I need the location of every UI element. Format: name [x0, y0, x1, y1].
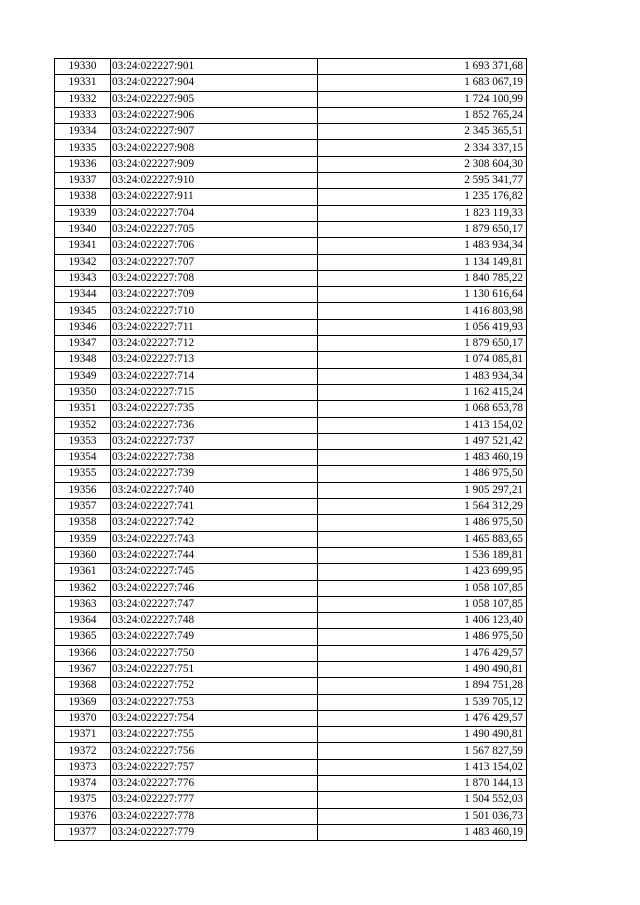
cadastral-number-cell: 03:24:022227:706 — [111, 238, 318, 254]
row-number-cell: 19351 — [55, 401, 111, 417]
table-row — [55, 678, 527, 694]
cadastral-number-cell: 03:24:022227:745 — [111, 564, 318, 580]
row-number-cell: 19331 — [55, 75, 111, 91]
table-row — [55, 824, 527, 840]
row-number-cell: 19359 — [55, 531, 111, 547]
table-row — [55, 270, 527, 286]
table-row — [55, 792, 527, 808]
cadastral-number-cell: 03:24:022227:757 — [111, 759, 318, 775]
table-row — [55, 531, 527, 547]
cadastral-number-cell: 03:24:022227:755 — [111, 727, 318, 743]
cadastral-value-cell: 1 056 419,93 — [318, 319, 527, 335]
table-row — [55, 303, 527, 319]
row-number-cell: 19355 — [55, 466, 111, 482]
cadastral-value-cell: 1 235 176,82 — [318, 189, 527, 205]
table-row — [55, 124, 527, 140]
table-row — [55, 156, 527, 172]
table-row — [55, 417, 527, 433]
cadastral-number-cell: 03:24:022227:906 — [111, 107, 318, 123]
table-row — [55, 694, 527, 710]
row-number-cell: 19367 — [55, 661, 111, 677]
cadastral-number-cell: 03:24:022227:901 — [111, 59, 318, 75]
table-row — [55, 189, 527, 205]
row-number-cell: 19342 — [55, 254, 111, 270]
cadastral-value-cell: 1 693 371,68 — [318, 59, 527, 75]
cadastral-number-cell: 03:24:022227:908 — [111, 140, 318, 156]
table-row — [55, 710, 527, 726]
table-row — [55, 173, 527, 189]
table-row — [55, 580, 527, 596]
row-number-cell: 19370 — [55, 710, 111, 726]
cadastral-number-cell: 03:24:022227:777 — [111, 792, 318, 808]
cadastral-value-table — [54, 58, 527, 841]
table-row — [55, 59, 527, 75]
cadastral-value-cell: 1 483 934,34 — [318, 368, 527, 384]
cadastral-value-cell: 1 483 460,19 — [318, 824, 527, 840]
table-row — [55, 661, 527, 677]
row-number-cell: 19371 — [55, 727, 111, 743]
row-number-cell: 19333 — [55, 107, 111, 123]
cadastral-value-cell: 1 870 144,13 — [318, 776, 527, 792]
cadastral-value-cell: 1 840 785,22 — [318, 270, 527, 286]
cadastral-number-cell: 03:24:022227:704 — [111, 205, 318, 221]
cadastral-number-cell: 03:24:022227:911 — [111, 189, 318, 205]
cadastral-value-cell: 1 852 765,24 — [318, 107, 527, 123]
cadastral-value-cell: 1 879 650,17 — [318, 221, 527, 237]
table-row — [55, 613, 527, 629]
row-number-cell: 19365 — [55, 629, 111, 645]
cadastral-number-cell: 03:24:022227:715 — [111, 384, 318, 400]
row-number-cell: 19346 — [55, 319, 111, 335]
table-row — [55, 91, 527, 107]
cadastral-number-cell: 03:24:022227:705 — [111, 221, 318, 237]
cadastral-number-cell: 03:24:022227:707 — [111, 254, 318, 270]
cadastral-value-cell: 1 130 616,64 — [318, 287, 527, 303]
cadastral-number-cell: 03:24:022227:713 — [111, 352, 318, 368]
cadastral-number-cell: 03:24:022227:750 — [111, 645, 318, 661]
table-row — [55, 759, 527, 775]
row-number-cell: 19330 — [55, 59, 111, 75]
table-row — [55, 433, 527, 449]
cadastral-number-cell: 03:24:022227:748 — [111, 613, 318, 629]
cadastral-value-cell: 1 879 650,17 — [318, 336, 527, 352]
cadastral-value-cell: 1 058 107,85 — [318, 596, 527, 612]
row-number-cell: 19374 — [55, 776, 111, 792]
cadastral-value-cell: 1 406 123,40 — [318, 613, 527, 629]
row-number-cell: 19352 — [55, 417, 111, 433]
cadastral-value-cell: 2 345 365,51 — [318, 124, 527, 140]
cadastral-value-cell: 1 134 149,81 — [318, 254, 527, 270]
table-row — [55, 727, 527, 743]
cadastral-number-cell: 03:24:022227:778 — [111, 808, 318, 824]
cadastral-value-cell: 1 413 154,02 — [318, 417, 527, 433]
table-row — [55, 107, 527, 123]
table-row — [55, 808, 527, 824]
row-number-cell: 19350 — [55, 384, 111, 400]
cadastral-value-cell: 1 683 067,19 — [318, 75, 527, 91]
table-row — [55, 629, 527, 645]
table-row — [55, 743, 527, 759]
table-row — [55, 336, 527, 352]
cadastral-value-cell: 1 490 490,81 — [318, 727, 527, 743]
cadastral-value-cell: 1 497 521,42 — [318, 433, 527, 449]
row-number-cell: 19334 — [55, 124, 111, 140]
table-row — [55, 238, 527, 254]
table-row — [55, 384, 527, 400]
row-number-cell: 19339 — [55, 205, 111, 221]
row-number-cell: 19338 — [55, 189, 111, 205]
cadastral-value-cell: 1 058 107,85 — [318, 580, 527, 596]
cadastral-value-cell: 1 905 297,21 — [318, 482, 527, 498]
table-row — [55, 466, 527, 482]
row-number-cell: 19369 — [55, 694, 111, 710]
table-row — [55, 776, 527, 792]
row-number-cell: 19343 — [55, 270, 111, 286]
table-row — [55, 499, 527, 515]
cadastral-value-cell: 1 074 085,81 — [318, 352, 527, 368]
cadastral-value-cell: 1 483 460,19 — [318, 450, 527, 466]
table-row — [55, 140, 527, 156]
cadastral-value-cell: 2 308 604,30 — [318, 156, 527, 172]
cadastral-number-cell: 03:24:022227:909 — [111, 156, 318, 172]
table-row — [55, 254, 527, 270]
cadastral-value-cell: 1 068 653,78 — [318, 401, 527, 417]
cadastral-number-cell: 03:24:022227:904 — [111, 75, 318, 91]
table-row — [55, 401, 527, 417]
cadastral-number-cell: 03:24:022227:747 — [111, 596, 318, 612]
cadastral-number-cell: 03:24:022227:739 — [111, 466, 318, 482]
row-number-cell: 19336 — [55, 156, 111, 172]
cadastral-number-cell: 03:24:022227:712 — [111, 336, 318, 352]
row-number-cell: 19377 — [55, 824, 111, 840]
cadastral-value-cell: 1 423 699,95 — [318, 564, 527, 580]
row-number-cell: 19361 — [55, 564, 111, 580]
cadastral-value-cell: 2 595 341,77 — [318, 173, 527, 189]
cadastral-value-cell: 1 476 429,57 — [318, 645, 527, 661]
cadastral-number-cell: 03:24:022227:779 — [111, 824, 318, 840]
row-number-cell: 19345 — [55, 303, 111, 319]
cadastral-number-cell: 03:24:022227:905 — [111, 91, 318, 107]
cadastral-value-cell: 1 486 975,50 — [318, 466, 527, 482]
cadastral-value-cell: 1 486 975,50 — [318, 515, 527, 531]
cadastral-number-cell: 03:24:022227:740 — [111, 482, 318, 498]
cadastral-value-cell: 1 162 415,24 — [318, 384, 527, 400]
row-number-cell: 19335 — [55, 140, 111, 156]
table-row — [55, 205, 527, 221]
cadastral-number-cell: 03:24:022227:714 — [111, 368, 318, 384]
cadastral-number-cell: 03:24:022227:711 — [111, 319, 318, 335]
cadastral-number-cell: 03:24:022227:752 — [111, 678, 318, 694]
cadastral-value-cell: 2 334 337,15 — [318, 140, 527, 156]
row-number-cell: 19348 — [55, 352, 111, 368]
row-number-cell: 19372 — [55, 743, 111, 759]
table-row — [55, 368, 527, 384]
row-number-cell: 19344 — [55, 287, 111, 303]
row-number-cell: 19366 — [55, 645, 111, 661]
cadastral-number-cell: 03:24:022227:710 — [111, 303, 318, 319]
cadastral-value-cell: 1 465 883,65 — [318, 531, 527, 547]
cadastral-value-cell: 1 486 975,50 — [318, 629, 527, 645]
row-number-cell: 19364 — [55, 613, 111, 629]
row-number-cell: 19332 — [55, 91, 111, 107]
row-number-cell: 19363 — [55, 596, 111, 612]
cadastral-value-cell: 1 490 490,81 — [318, 661, 527, 677]
cadastral-number-cell: 03:24:022227:749 — [111, 629, 318, 645]
cadastral-value-cell: 1 894 751,28 — [318, 678, 527, 694]
cadastral-number-cell: 03:24:022227:776 — [111, 776, 318, 792]
cadastral-number-cell: 03:24:022227:746 — [111, 580, 318, 596]
cadastral-number-cell: 03:24:022227:753 — [111, 694, 318, 710]
table-row — [55, 450, 527, 466]
cadastral-number-cell: 03:24:022227:738 — [111, 450, 318, 466]
cadastral-number-cell: 03:24:022227:735 — [111, 401, 318, 417]
cadastral-number-cell: 03:24:022227:754 — [111, 710, 318, 726]
cadastral-number-cell: 03:24:022227:907 — [111, 124, 318, 140]
row-number-cell: 19358 — [55, 515, 111, 531]
cadastral-number-cell: 03:24:022227:737 — [111, 433, 318, 449]
cadastral-value-cell: 1 539 705,12 — [318, 694, 527, 710]
cadastral-value-cell: 1 564 312,29 — [318, 499, 527, 515]
row-number-cell: 19368 — [55, 678, 111, 694]
table-row — [55, 596, 527, 612]
row-number-cell: 19347 — [55, 336, 111, 352]
cadastral-value-cell: 1 567 827,59 — [318, 743, 527, 759]
table-row — [55, 319, 527, 335]
cadastral-value-cell: 1 536 189,81 — [318, 547, 527, 563]
table-row — [55, 221, 527, 237]
cadastral-value-cell: 1 476 429,57 — [318, 710, 527, 726]
table-row — [55, 645, 527, 661]
row-number-cell: 19376 — [55, 808, 111, 824]
table-row — [55, 352, 527, 368]
row-number-cell: 19362 — [55, 580, 111, 596]
cadastral-value-cell: 1 501 036,73 — [318, 808, 527, 824]
cadastral-value-cell: 1 416 803,98 — [318, 303, 527, 319]
cadastral-number-cell: 03:24:022227:910 — [111, 173, 318, 189]
table-row — [55, 515, 527, 531]
cadastral-number-cell: 03:24:022227:744 — [111, 547, 318, 563]
table-body — [55, 59, 527, 841]
table-row — [55, 287, 527, 303]
cadastral-number-cell: 03:24:022227:741 — [111, 499, 318, 515]
cadastral-number-cell: 03:24:022227:742 — [111, 515, 318, 531]
row-number-cell: 19341 — [55, 238, 111, 254]
row-number-cell: 19373 — [55, 759, 111, 775]
row-number-cell: 19375 — [55, 792, 111, 808]
row-number-cell: 19356 — [55, 482, 111, 498]
cadastral-value-cell: 1 724 100,99 — [318, 91, 527, 107]
cadastral-number-cell: 03:24:022227:743 — [111, 531, 318, 547]
cadastral-number-cell: 03:24:022227:751 — [111, 661, 318, 677]
row-number-cell: 19354 — [55, 450, 111, 466]
table-row — [55, 547, 527, 563]
row-number-cell: 19357 — [55, 499, 111, 515]
row-number-cell: 19349 — [55, 368, 111, 384]
cadastral-number-cell: 03:24:022227:756 — [111, 743, 318, 759]
row-number-cell: 19337 — [55, 173, 111, 189]
table-row — [55, 75, 527, 91]
row-number-cell: 19353 — [55, 433, 111, 449]
cadastral-value-cell: 1 413 154,02 — [318, 759, 527, 775]
cadastral-number-cell: 03:24:022227:709 — [111, 287, 318, 303]
table-row — [55, 482, 527, 498]
cadastral-number-cell: 03:24:022227:736 — [111, 417, 318, 433]
cadastral-value-cell: 1 504 552,03 — [318, 792, 527, 808]
cadastral-value-cell: 1 823 119,33 — [318, 205, 527, 221]
cadastral-value-cell: 1 483 934,34 — [318, 238, 527, 254]
row-number-cell: 19360 — [55, 547, 111, 563]
cadastral-number-cell: 03:24:022227:708 — [111, 270, 318, 286]
table-row — [55, 564, 527, 580]
row-number-cell: 19340 — [55, 221, 111, 237]
